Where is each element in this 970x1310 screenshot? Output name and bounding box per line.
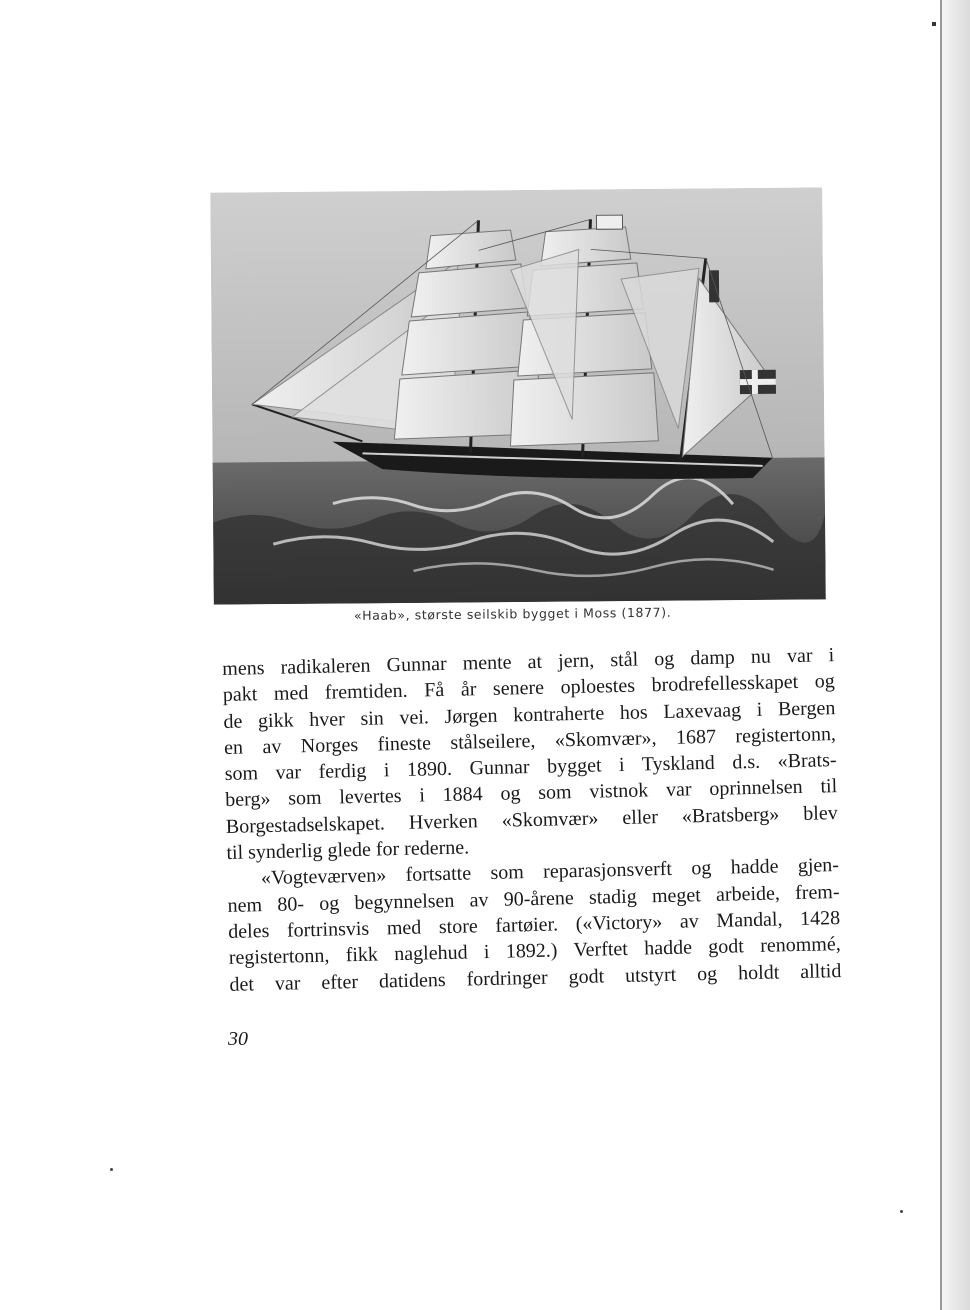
ship-illustration: [210, 187, 826, 604]
text-line: pakt med fremtiden. Få år senere oploestes brodrefellesskapet og: [222, 670, 835, 707]
text-line: som var ferdig i 1890. Gunnar bygget i Tyskland d.s. «Brats-: [224, 749, 837, 786]
text-line: de gikk hver sin vei. Jørgen kontraherte hos Laxevaag i Bergen: [223, 696, 836, 733]
text-line: til synderlig glede for rederne.: [226, 836, 470, 865]
paragraph: [222, 642, 839, 866]
text-line: registertonn, fikk naglehud i 1892.) Verftet hadde godt renommé,: [228, 933, 841, 970]
text-line: «Vogteværven» fortsatte som reparasjonsverft og hadde gjen-: [260, 854, 840, 890]
scan-speck: [110, 1168, 113, 1171]
text-line: en av Norges fineste stålseilere, «Skomvær», 1687 registertonn,: [223, 722, 837, 759]
scan-speck: [900, 1210, 903, 1213]
text-line: mens radikaleren Gunnar mente at jern, stål og damp nu var i: [222, 644, 835, 680]
text-line: deles fortrinsvis med store fartøier. («Victory» av Mandal, 1428: [228, 907, 841, 943]
page-gutter-line: [940, 0, 942, 1310]
scan-speck: [932, 22, 936, 26]
figure-caption: «Haab», største seilskib bygget i Moss (1877).: [353, 604, 672, 623]
text-line: nem 80- og begynnelsen av 90-årene stadig meget arbeide, frem-: [227, 880, 840, 917]
text-line: det var efter datidens fordringer godt utstyrt og holdt alltid: [229, 959, 842, 996]
page-edge-shadow: [942, 0, 970, 1310]
body-text: [222, 642, 842, 998]
page-number: 30: [228, 1028, 248, 1050]
text-line: Borgestadselskapet. Hverken «Skomvær» eller «Bratsberg» blev: [225, 801, 838, 838]
paragraph: [227, 852, 842, 997]
text-line: berg» som levertes i 1884 og som vistnok var oprinnelsen til: [225, 775, 838, 812]
sailing-ship-painting-icon: [210, 187, 826, 604]
